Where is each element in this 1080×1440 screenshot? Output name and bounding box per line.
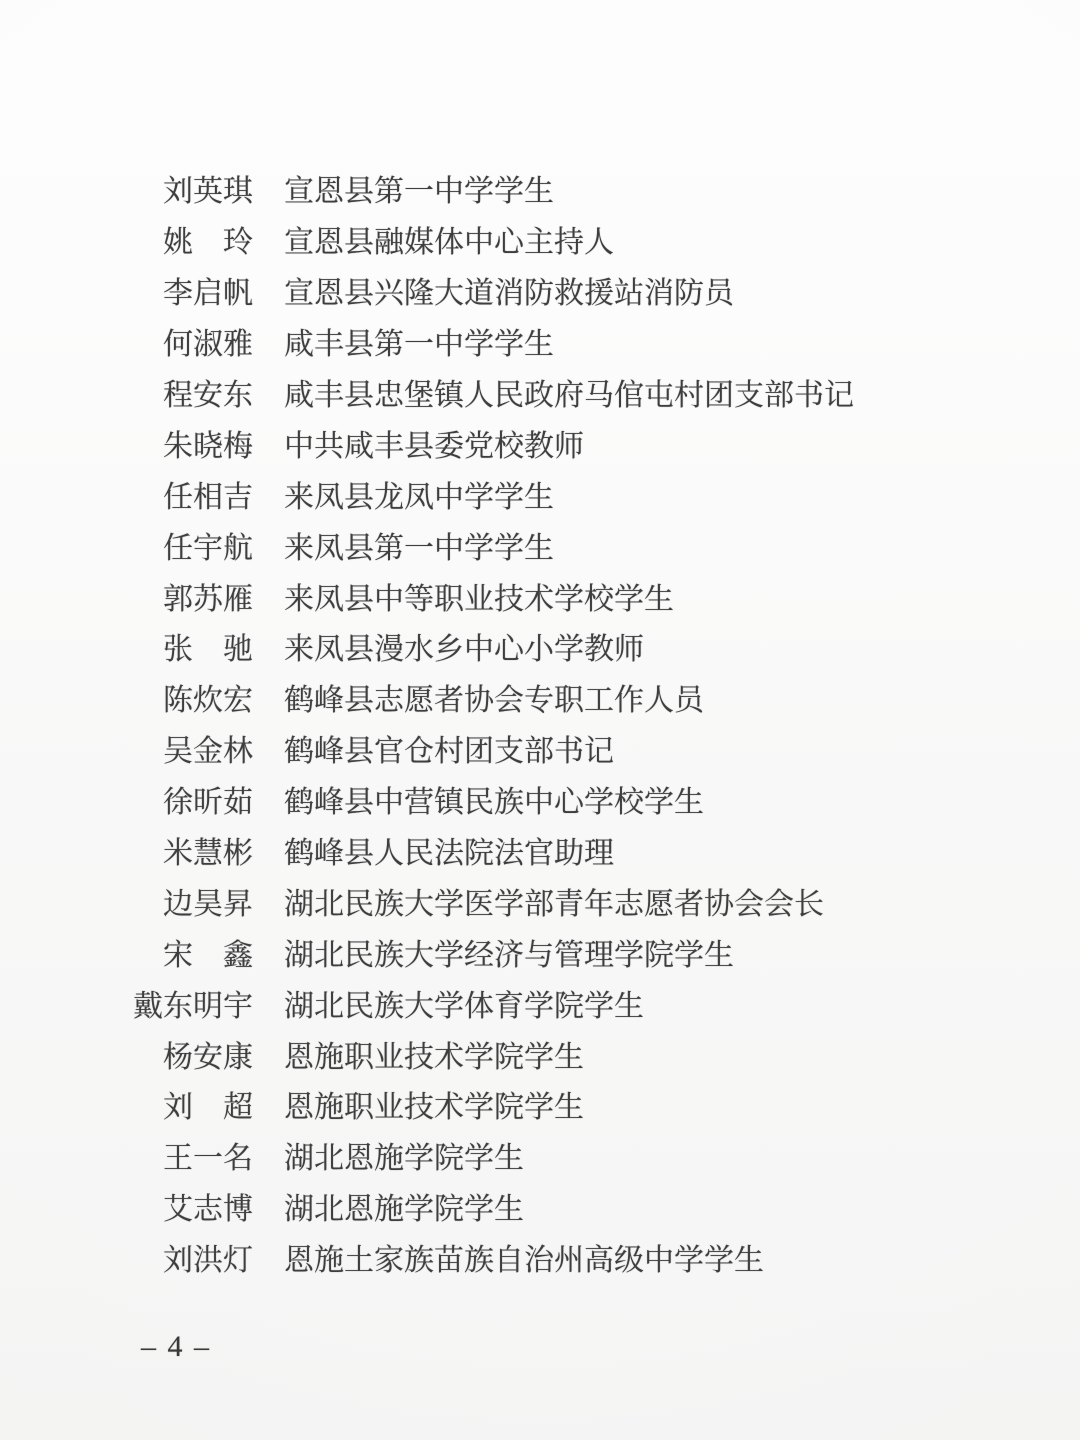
person-name: 李启帆 <box>163 277 253 311</box>
roster-row <box>0 523 854 574</box>
person-affiliation: 来凤县漫水乡中心小学教师 <box>284 633 644 667</box>
roster-list <box>0 167 854 1287</box>
person-affiliation: 咸丰县忠堡镇人民政府马倌屯村团支部书记 <box>284 379 854 412</box>
person-name: 徐昕茹 <box>163 786 253 820</box>
person-affiliation: 宣恩县兴隆大道消防救援站消防员 <box>284 277 734 311</box>
person-name: 刘 超 <box>163 1091 253 1125</box>
roster-row <box>0 320 854 371</box>
person-name: 吴金林 <box>163 735 253 769</box>
person-affiliation: 鹤峰县人民法院法官助理 <box>284 837 614 871</box>
roster-row <box>0 218 854 269</box>
person-affiliation: 恩施职业技术学院学生 <box>284 1040 584 1074</box>
person-affiliation: 来凤县第一中学学生 <box>284 531 554 565</box>
person-name: 张 驰 <box>163 633 253 667</box>
roster-row <box>0 574 854 625</box>
person-name: 朱晓梅 <box>163 429 253 463</box>
person-affiliation: 湖北恩施学院学生 <box>284 1193 524 1227</box>
person-affiliation: 中共咸丰县委党校教师 <box>284 429 584 463</box>
person-name: 宋 鑫 <box>163 938 253 972</box>
person-affiliation: 鹤峰县中营镇民族中心学校学生 <box>284 786 704 820</box>
roster-row <box>0 981 854 1032</box>
roster-row <box>0 1134 854 1185</box>
person-affiliation: 恩施土家族苗族自治州高级中学学生 <box>284 1244 764 1278</box>
person-affiliation: 湖北恩施学院学生 <box>284 1142 524 1176</box>
person-affiliation: 恩施职业技术学院学生 <box>284 1091 584 1125</box>
person-affiliation: 湖北民族大学经济与管理学院学生 <box>284 938 734 972</box>
roster-row <box>0 421 854 472</box>
roster-row <box>0 371 854 422</box>
roster-row <box>0 472 854 523</box>
roster-row <box>0 625 854 676</box>
person-name: 边昊昇 <box>163 887 253 921</box>
person-name: 任相吉 <box>163 480 253 514</box>
roster-row <box>0 1185 854 1236</box>
person-affiliation: 鹤峰县志愿者协会专职工作人员 <box>284 684 704 718</box>
person-name: 程安东 <box>163 379 253 412</box>
person-name: 戴东明宇 <box>133 989 253 1023</box>
roster-row <box>0 778 854 829</box>
person-name: 任宇航 <box>163 531 253 565</box>
roster-row <box>0 167 854 218</box>
roster-row <box>0 269 854 320</box>
person-name: 陈炊宏 <box>163 684 253 718</box>
roster-row <box>0 930 854 981</box>
roster-row <box>0 727 854 778</box>
person-affiliation: 来凤县中等职业技术学校学生 <box>284 582 674 616</box>
roster-row <box>0 676 854 727</box>
roster-row <box>0 879 854 930</box>
person-affiliation: 宣恩县第一中学学生 <box>284 175 554 209</box>
page-number: – 4 – <box>141 1330 211 1363</box>
person-name: 杨安康 <box>163 1040 253 1074</box>
person-affiliation: 鹤峰县官仓村团支部书记 <box>284 735 614 769</box>
roster-row <box>0 829 854 880</box>
roster-row <box>0 1083 854 1134</box>
person-name: 郭苏雁 <box>163 582 253 616</box>
person-affiliation: 来凤县龙凤中学学生 <box>284 480 554 514</box>
person-affiliation: 宣恩县融媒体中心主持人 <box>284 226 614 260</box>
person-name: 艾志博 <box>163 1193 253 1227</box>
person-name: 王一名 <box>163 1142 253 1176</box>
roster-row <box>0 1236 854 1287</box>
person-name: 刘洪灯 <box>163 1244 253 1278</box>
person-affiliation: 咸丰县第一中学学生 <box>284 328 554 362</box>
person-name: 何淑雅 <box>163 328 253 362</box>
person-affiliation: 湖北民族大学医学部青年志愿者协会会长 <box>284 887 824 921</box>
person-name: 米慧彬 <box>163 837 253 871</box>
person-affiliation: 湖北民族大学体育学院学生 <box>284 989 644 1023</box>
person-name: 刘英琪 <box>163 175 253 209</box>
person-name: 姚 玲 <box>163 226 253 260</box>
roster-row <box>0 1032 854 1083</box>
